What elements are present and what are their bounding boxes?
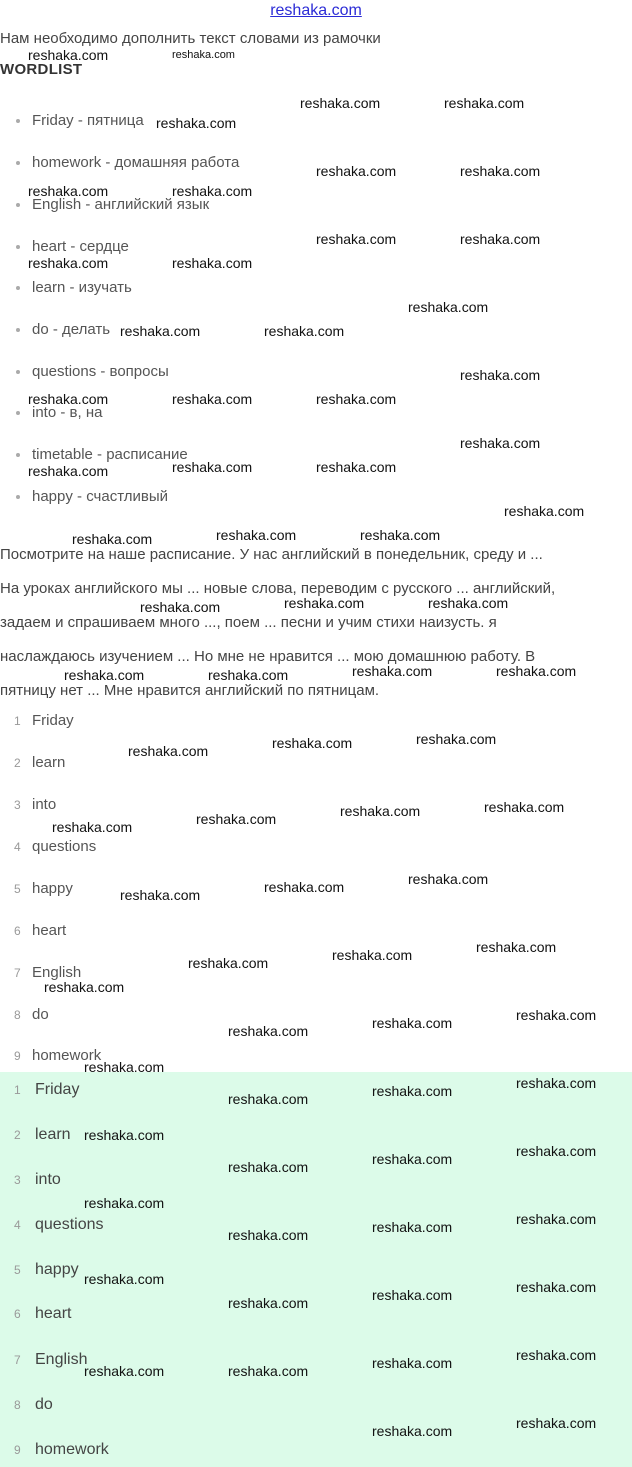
watermark: reshaka.com: [128, 743, 209, 759]
watermark: reshaka.com: [476, 939, 557, 955]
paragraph-line: На уроках английского мы ... новые слова, переводим с русского ... английский,: [0, 580, 556, 597]
watermark: reshaka.com: [172, 459, 253, 475]
highlighted-answer-item: 5 happy: [14, 1261, 79, 1278]
answer-item: 9 homework: [14, 1047, 102, 1064]
watermark: reshaka.com: [84, 1127, 165, 1143]
watermark: reshaka.com: [272, 735, 353, 751]
highlighted-answer-item: 6 heart: [14, 1305, 72, 1322]
watermark: reshaka.com: [408, 299, 489, 315]
bullet-icon: [16, 245, 20, 249]
watermark: reshaka.com: [516, 1347, 597, 1363]
watermark: reshaka.com: [120, 887, 201, 903]
watermark: reshaka.com: [460, 367, 541, 383]
answer-item: 4 questions: [14, 838, 97, 855]
highlighted-answer-item: 8 do: [14, 1396, 53, 1413]
bullet-icon: [16, 286, 20, 290]
watermark: reshaka.com: [372, 1423, 453, 1439]
watermark: reshaka.com: [84, 1271, 165, 1287]
watermark: reshaka.com: [156, 115, 237, 131]
watermark: reshaka.com: [372, 1219, 453, 1235]
bullet-icon: [16, 203, 20, 207]
watermark: reshaka.com: [360, 527, 441, 543]
watermark: reshaka.com: [496, 663, 577, 679]
wordlist-item: heart - сердце: [16, 238, 129, 255]
wordlist-item: learn - изучать: [16, 279, 132, 296]
watermark: reshaka.com: [516, 1415, 597, 1431]
paragraph-line: задаем и спрашиваем много ..., поем ... песни и учим стихи наизусть. я: [0, 614, 497, 631]
watermark: reshaka.com: [504, 503, 585, 519]
watermark: reshaka.com: [84, 1363, 165, 1379]
highlighted-answer-item: 9 homework: [14, 1441, 109, 1458]
watermark: reshaka.com: [172, 391, 253, 407]
watermark: reshaka.com: [416, 731, 497, 747]
watermark: reshaka.com: [372, 1151, 453, 1167]
watermark: reshaka.com: [264, 323, 345, 339]
bullet-icon: [16, 161, 20, 165]
bullet-icon: [16, 411, 20, 415]
wordlist-title: WORDLIST: [0, 61, 83, 78]
watermark: reshaka.com: [28, 255, 109, 271]
watermark: reshaka.com: [44, 979, 125, 995]
watermark: reshaka.com: [460, 435, 541, 451]
watermark: reshaka.com: [172, 255, 253, 271]
wordlist-item: do - делать: [16, 321, 110, 338]
watermark: reshaka.com: [340, 803, 421, 819]
watermark: reshaka.com: [228, 1295, 309, 1311]
watermark: reshaka.com: [332, 947, 413, 963]
watermark: reshaka.com: [516, 1211, 597, 1227]
watermark: reshaka.com: [52, 819, 133, 835]
bullet-icon: [16, 453, 20, 457]
paragraph-line: наслаждаюсь изучением ... Но мне не нравится ... мою домашнюю работу. В: [0, 648, 536, 665]
wordlist-item: homework - домашняя работа: [16, 154, 239, 171]
watermark: reshaka.com: [460, 163, 541, 179]
watermark: reshaka.com: [84, 1195, 165, 1211]
answer-item: 6 heart: [14, 922, 67, 939]
watermark: reshaka.com: [264, 879, 345, 895]
watermark: reshaka.com: [460, 231, 541, 247]
wordlist-item: into - в, на: [16, 404, 102, 421]
paragraph-line: пятницу нет ... Мне нравится английский по пятницам.: [0, 682, 380, 699]
watermark: reshaka.com: [300, 95, 381, 111]
watermark: reshaka.com: [516, 1007, 597, 1023]
answer-item: 2 learn: [14, 754, 66, 771]
task-instruction: Нам необходимо дополнить текст словами из рамочки: [0, 30, 381, 47]
watermark: reshaka.com: [28, 391, 109, 407]
answer-item: 3 into: [14, 796, 57, 813]
watermark: reshaka.com: [372, 1083, 453, 1099]
watermark: reshaka.com: [284, 595, 365, 611]
answer-item: 1 Friday: [14, 712, 74, 729]
watermark: reshaka.com: [64, 667, 145, 683]
highlighted-answer-item: 4 questions: [14, 1216, 104, 1233]
wordlist-item: happy - счастливый: [16, 488, 168, 505]
answer-item: 8 do: [14, 1006, 49, 1023]
site-header-link[interactable]: reshaka.com: [270, 2, 362, 19]
watermark: reshaka.com: [140, 599, 221, 615]
watermark: reshaka.com: [172, 49, 235, 61]
watermark: reshaka.com: [516, 1075, 597, 1091]
watermark: reshaka.com: [120, 323, 201, 339]
bullet-icon: [16, 328, 20, 332]
watermark: reshaka.com: [352, 663, 433, 679]
watermark: reshaka.com: [372, 1355, 453, 1371]
watermark: reshaka.com: [228, 1023, 309, 1039]
watermark: reshaka.com: [484, 799, 565, 815]
bullet-icon: [16, 119, 20, 123]
watermark: reshaka.com: [228, 1227, 309, 1243]
watermark: reshaka.com: [196, 811, 277, 827]
wordlist-item: timetable - расписание: [16, 446, 188, 463]
highlighted-answer-item: 7 English: [14, 1351, 88, 1368]
watermark: reshaka.com: [316, 459, 397, 475]
watermark: reshaka.com: [516, 1279, 597, 1295]
watermark: reshaka.com: [188, 955, 269, 971]
watermark: reshaka.com: [516, 1143, 597, 1159]
bullet-icon: [16, 370, 20, 374]
highlighted-answer-item: 2 learn: [14, 1126, 71, 1143]
watermark: reshaka.com: [316, 231, 397, 247]
watermark: reshaka.com: [228, 1159, 309, 1175]
watermark: reshaka.com: [172, 183, 253, 199]
watermark: reshaka.com: [428, 595, 509, 611]
watermark: reshaka.com: [408, 871, 489, 887]
watermark: reshaka.com: [228, 1091, 309, 1107]
watermark: reshaka.com: [372, 1287, 453, 1303]
watermark: reshaka.com: [72, 531, 153, 547]
watermark: reshaka.com: [216, 527, 297, 543]
watermark: reshaka.com: [28, 463, 109, 479]
watermark: reshaka.com: [372, 1015, 453, 1031]
watermark: reshaka.com: [208, 667, 289, 683]
answer-item: 7 English: [14, 964, 82, 981]
wordlist-item: Friday - пятница: [16, 112, 144, 129]
paragraph-line: Посмотрите на наше расписание. У нас английский в понедельник, среду и ...: [0, 546, 543, 563]
watermark: reshaka.com: [316, 391, 397, 407]
wordlist-item: English - английский язык: [16, 196, 209, 213]
watermark: reshaka.com: [228, 1363, 309, 1379]
highlighted-answer-item: 3 into: [14, 1171, 61, 1188]
watermark: reshaka.com: [444, 95, 525, 111]
watermark: reshaka.com: [84, 1059, 165, 1075]
watermark: reshaka.com: [28, 183, 109, 199]
highlighted-answer-item: 1 Friday: [14, 1081, 80, 1098]
wordlist-item: questions - вопросы: [16, 363, 169, 380]
answer-item: 5 happy: [14, 880, 73, 897]
bullet-icon: [16, 495, 20, 499]
watermark: reshaka.com: [316, 163, 397, 179]
watermark: reshaka.com: [28, 47, 109, 63]
